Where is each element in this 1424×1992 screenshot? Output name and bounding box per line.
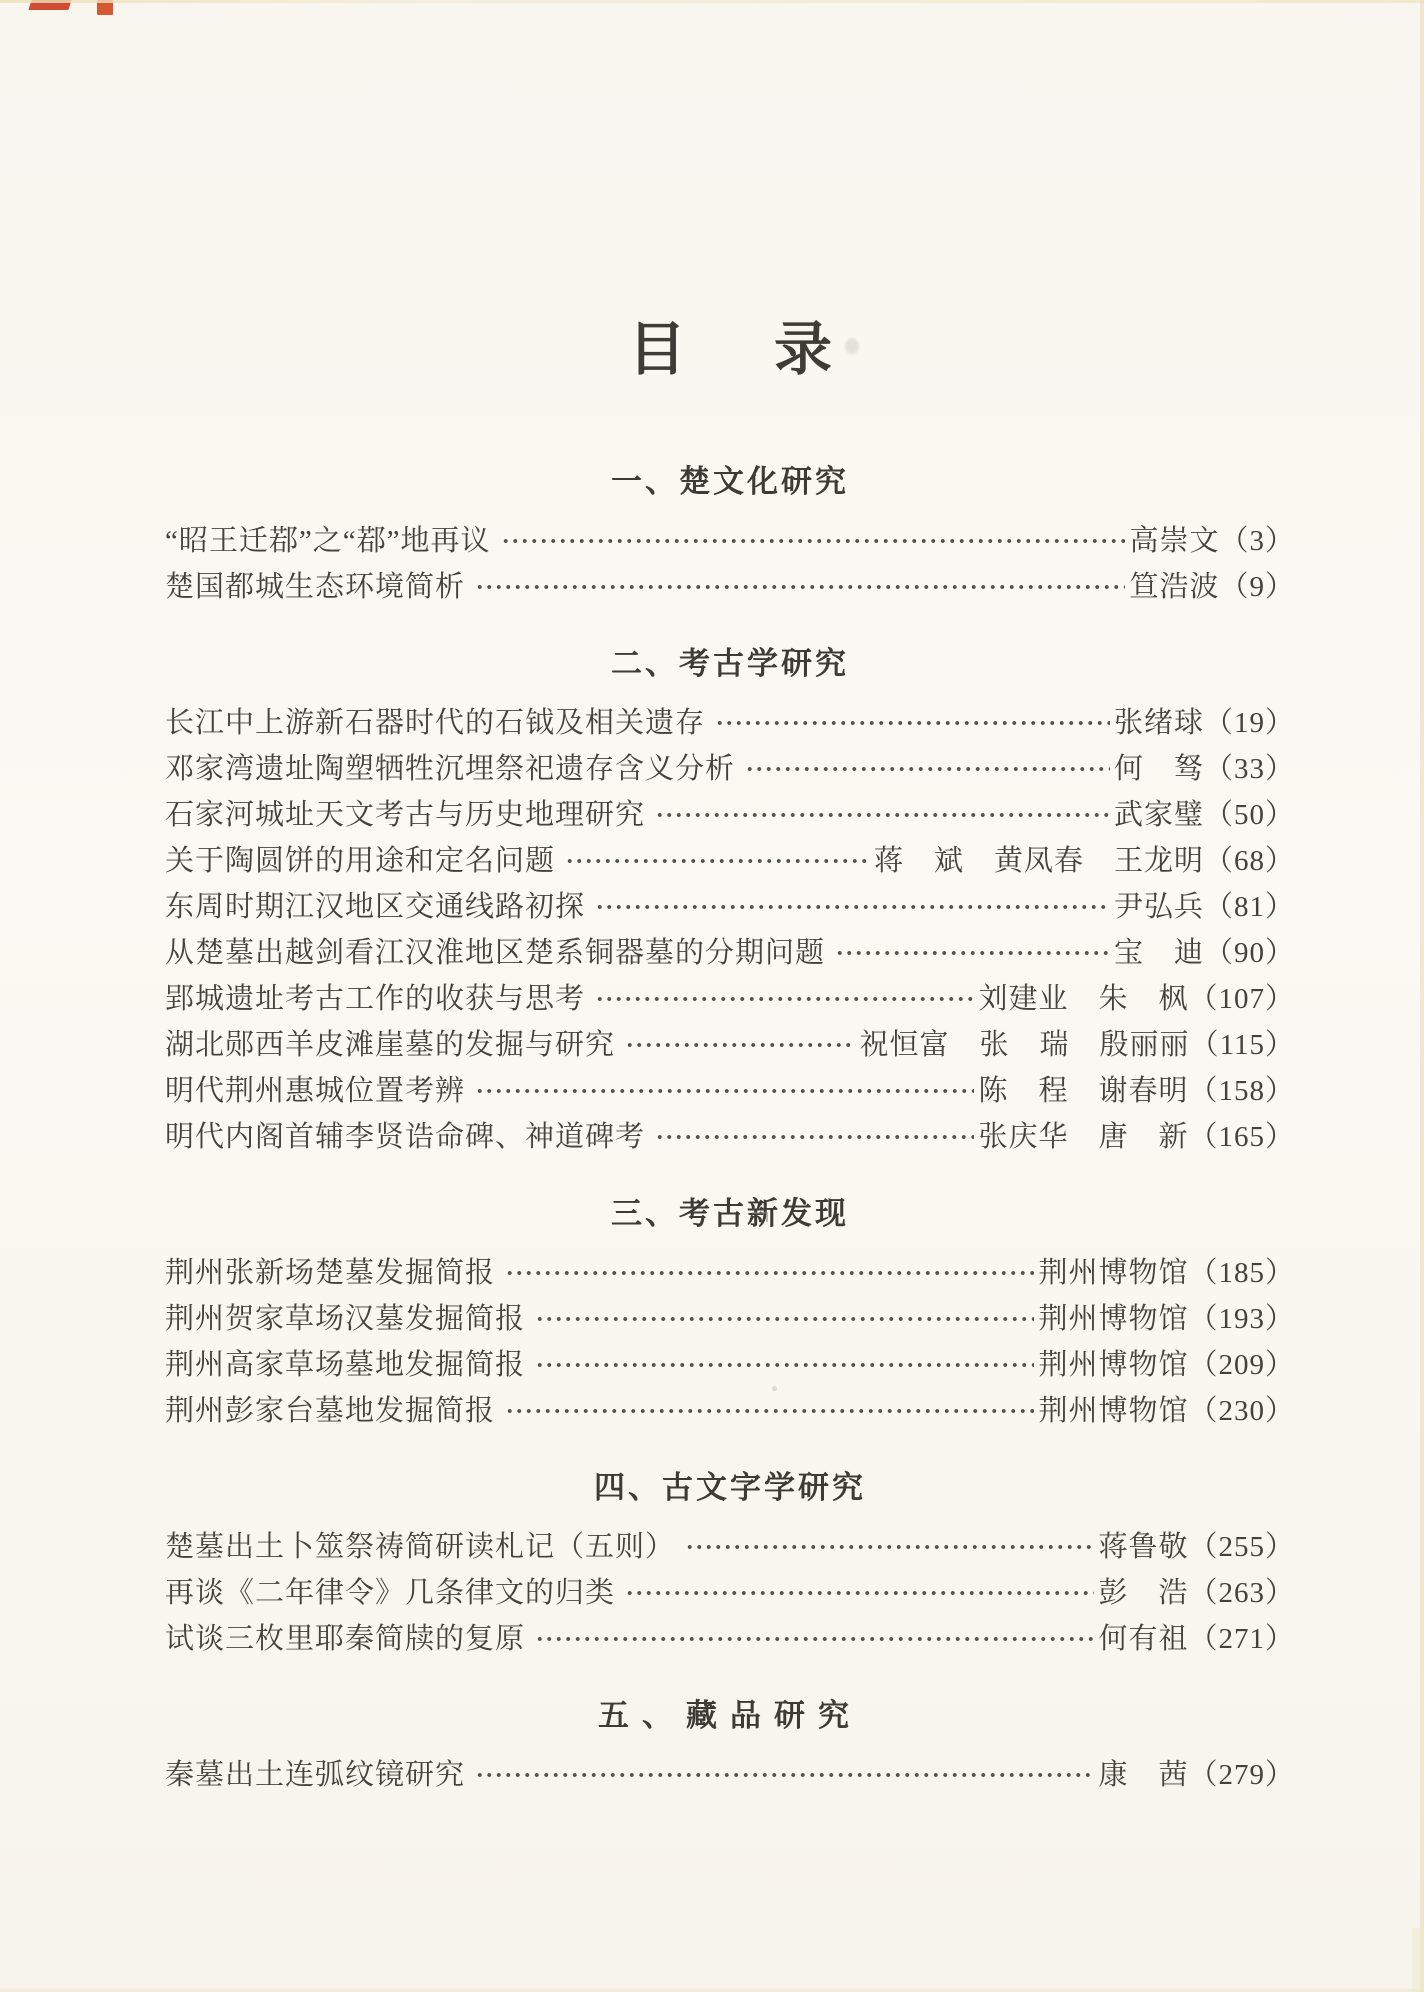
entry-page-number: （50）: [1203, 799, 1295, 831]
entry-page-number: （81）: [1203, 891, 1295, 923]
dot-leader: [475, 1068, 974, 1114]
entry-authors: 彭 浩: [1098, 1577, 1189, 1609]
toc-entry-row: [165, 518, 1295, 564]
entry-title: 再谈《二年律令》几条律文的归类: [165, 1577, 616, 1609]
section-entries: [165, 1250, 1295, 1434]
dot-leader: [655, 1114, 974, 1160]
scan-speck: [752, 1212, 768, 1222]
dot-leader: [535, 1342, 1034, 1388]
toc-entry-row: [165, 930, 1295, 976]
entry-page-number: （107）: [1188, 983, 1295, 1015]
toc-entry-row: [165, 792, 1295, 838]
toc-entry-row: [165, 1296, 1295, 1342]
dot-leader: [595, 976, 974, 1022]
section-entries: [165, 1524, 1295, 1662]
entry-page-number: （271）: [1188, 1623, 1295, 1655]
entry-title: 荆州贺家草场汉墓发掘简报: [165, 1303, 526, 1335]
dot-leader: [505, 1388, 1034, 1434]
dot-leader: [685, 1524, 1094, 1570]
entry-authors: 陈 程 谢春明: [978, 1075, 1189, 1107]
toc-entry-row: [165, 1022, 1295, 1068]
entry-page-number: （9）: [1219, 571, 1295, 603]
toc-entry-row: [165, 1342, 1295, 1388]
entry-authors: 何有祖: [1098, 1623, 1189, 1655]
section-entries: [165, 700, 1295, 1160]
entry-title: 荆州彭家台墓地发掘简报: [165, 1395, 496, 1427]
entry-title: 明代内阁首辅李贤诰命碑、神道碑考: [165, 1121, 646, 1153]
entry-title: “昭王迁鄀”之“鄀”地再议: [165, 525, 491, 557]
page-title: [165, 312, 1295, 388]
dot-leader: [625, 1022, 856, 1068]
dot-leader: [475, 1752, 1094, 1798]
scan-edge-artifact: [1412, 1928, 1424, 1992]
toc-section: [165, 1192, 1295, 1434]
entry-title: 明代荆州惠城位置考辨: [165, 1075, 466, 1107]
scan-edge-artifact: [0, 0, 1424, 3]
dot-leader: [625, 1570, 1094, 1616]
dot-leader: [595, 884, 1110, 930]
entry-authors: 荆州博物馆: [1038, 1349, 1189, 1381]
entry-authors: 张庆华 唐 新: [978, 1121, 1189, 1153]
toc-entry-row: [165, 1616, 1295, 1662]
entry-authors: 宝 迪: [1113, 937, 1204, 969]
page-title-char-left: 目: [627, 317, 686, 382]
entry-title: 湖北郧西羊皮滩崖墓的发掘与研究: [165, 1029, 616, 1061]
toc-entry-row: [165, 700, 1295, 746]
toc-content: [165, 0, 1295, 1798]
entry-authors: 高崇文: [1129, 525, 1220, 557]
entry-title: 郢城遗址考古工作的收获与思考: [165, 983, 586, 1015]
entry-page-number: （209）: [1188, 1349, 1295, 1381]
toc-section: [165, 642, 1295, 1160]
entry-authors: 尹弘兵: [1113, 891, 1204, 923]
toc-entry-row: [165, 1250, 1295, 1296]
entry-authors: 蒋鲁敬: [1098, 1531, 1189, 1563]
dot-leader: [565, 838, 870, 884]
entry-authors: 武家璧: [1113, 799, 1204, 831]
toc-section: [165, 460, 1295, 610]
dot-leader: [535, 1296, 1034, 1342]
entry-title: 荆州张新场楚墓发掘简报: [165, 1257, 496, 1289]
entry-page-number: （193）: [1188, 1303, 1295, 1335]
entry-authors: 蒋 斌 黄凤春 王龙明: [873, 845, 1204, 877]
entry-title: 石家河城址天文考古与历史地理研究: [165, 799, 646, 831]
entry-authors: 荆州博物馆: [1038, 1303, 1189, 1335]
entry-authors: 刘建业 朱 枫: [978, 983, 1189, 1015]
entry-title: 试谈三枚里耶秦简牍的复原: [165, 1623, 526, 1655]
entry-page-number: （263）: [1188, 1577, 1295, 1609]
entry-page-number: （68）: [1203, 845, 1295, 877]
entry-title: 长江中上游新石器时代的石钺及相关遗存: [165, 707, 706, 739]
dot-leader: [835, 930, 1110, 976]
toc-sections: [165, 460, 1295, 1798]
dot-leader: [655, 792, 1110, 838]
toc-section: [165, 1694, 1295, 1798]
entry-page-number: （158）: [1188, 1075, 1295, 1107]
dot-leader: [475, 564, 1125, 610]
entry-title: 楚墓出土卜筮祭祷简研读札记（五则）: [165, 1531, 676, 1563]
toc-section: [165, 1466, 1295, 1662]
entry-page-number: （3）: [1219, 525, 1295, 557]
entry-authors: 张绪球: [1113, 707, 1204, 739]
dot-leader: [501, 518, 1126, 564]
entry-title: 秦墓出土连弧纹镜研究: [165, 1759, 466, 1791]
section-heading: 三、考古新发现: [611, 1196, 849, 1232]
dot-leader: [745, 746, 1110, 792]
entry-title: 从楚墓出越剑看江汉淮地区楚系铜器墓的分期问题: [165, 937, 826, 969]
section-entries: [165, 518, 1295, 610]
section-heading: 五、藏品研究: [598, 1698, 862, 1734]
scan-edge-artifact: [1420, 0, 1424, 1992]
dot-leader: [505, 1250, 1034, 1296]
toc-entry-row: [165, 1068, 1295, 1114]
toc-entry-row: [165, 1388, 1295, 1434]
entry-page-number: （19）: [1203, 707, 1295, 739]
toc-entry-row: [165, 884, 1295, 930]
toc-entry-row: [165, 976, 1295, 1022]
entry-title: 邓家湾遗址陶塑牺牲沉埋祭祀遗存含义分析: [165, 753, 736, 785]
dot-leader: [715, 700, 1110, 746]
entry-authors: 笪浩波: [1129, 571, 1220, 603]
entry-title: 荆州高家草场墓地发掘简报: [165, 1349, 526, 1381]
toc-entry-row: [165, 564, 1295, 610]
toc-entry-row: [165, 1570, 1295, 1616]
entry-authors: 祝恒富 张 瑞 殷丽丽: [859, 1029, 1190, 1061]
entry-title: 楚国都城生态环境简析: [165, 571, 466, 603]
toc-entry-row: [165, 746, 1295, 792]
toc-entry-row: [165, 1524, 1295, 1570]
entry-page-number: （230）: [1188, 1395, 1295, 1427]
entry-page-number: （33）: [1203, 753, 1295, 785]
toc-entry-row: [165, 1114, 1295, 1160]
toc-entry-row: [165, 1752, 1295, 1798]
entry-authors: 何 驽: [1113, 753, 1204, 785]
entry-authors: 荆州博物馆: [1038, 1257, 1189, 1289]
entry-page-number: （185）: [1188, 1257, 1295, 1289]
section-entries: [165, 1752, 1295, 1798]
page-title-char-right: 录: [774, 317, 833, 382]
toc-entry-row: [165, 838, 1295, 884]
scan-speck: [772, 1386, 777, 1391]
entry-page-number: （255）: [1188, 1531, 1295, 1563]
entry-authors: 康 茜: [1098, 1759, 1189, 1791]
dot-leader: [535, 1616, 1094, 1662]
scan-smudge: [845, 338, 859, 354]
entry-title: 东周时期江汉地区交通线路初探: [165, 891, 586, 923]
section-heading: 二、考古学研究: [611, 646, 849, 682]
entry-title: 关于陶圆饼的用途和定名问题: [165, 845, 556, 877]
section-heading: 四、古文字学研究: [594, 1470, 866, 1506]
entry-page-number: （165）: [1188, 1121, 1295, 1153]
entry-authors: 荆州博物馆: [1038, 1395, 1189, 1427]
entry-page-number: （90）: [1203, 937, 1295, 969]
section-heading: 一、楚文化研究: [611, 464, 849, 500]
entry-page-number: （279）: [1188, 1759, 1295, 1791]
entry-page-number: （115）: [1189, 1029, 1295, 1061]
